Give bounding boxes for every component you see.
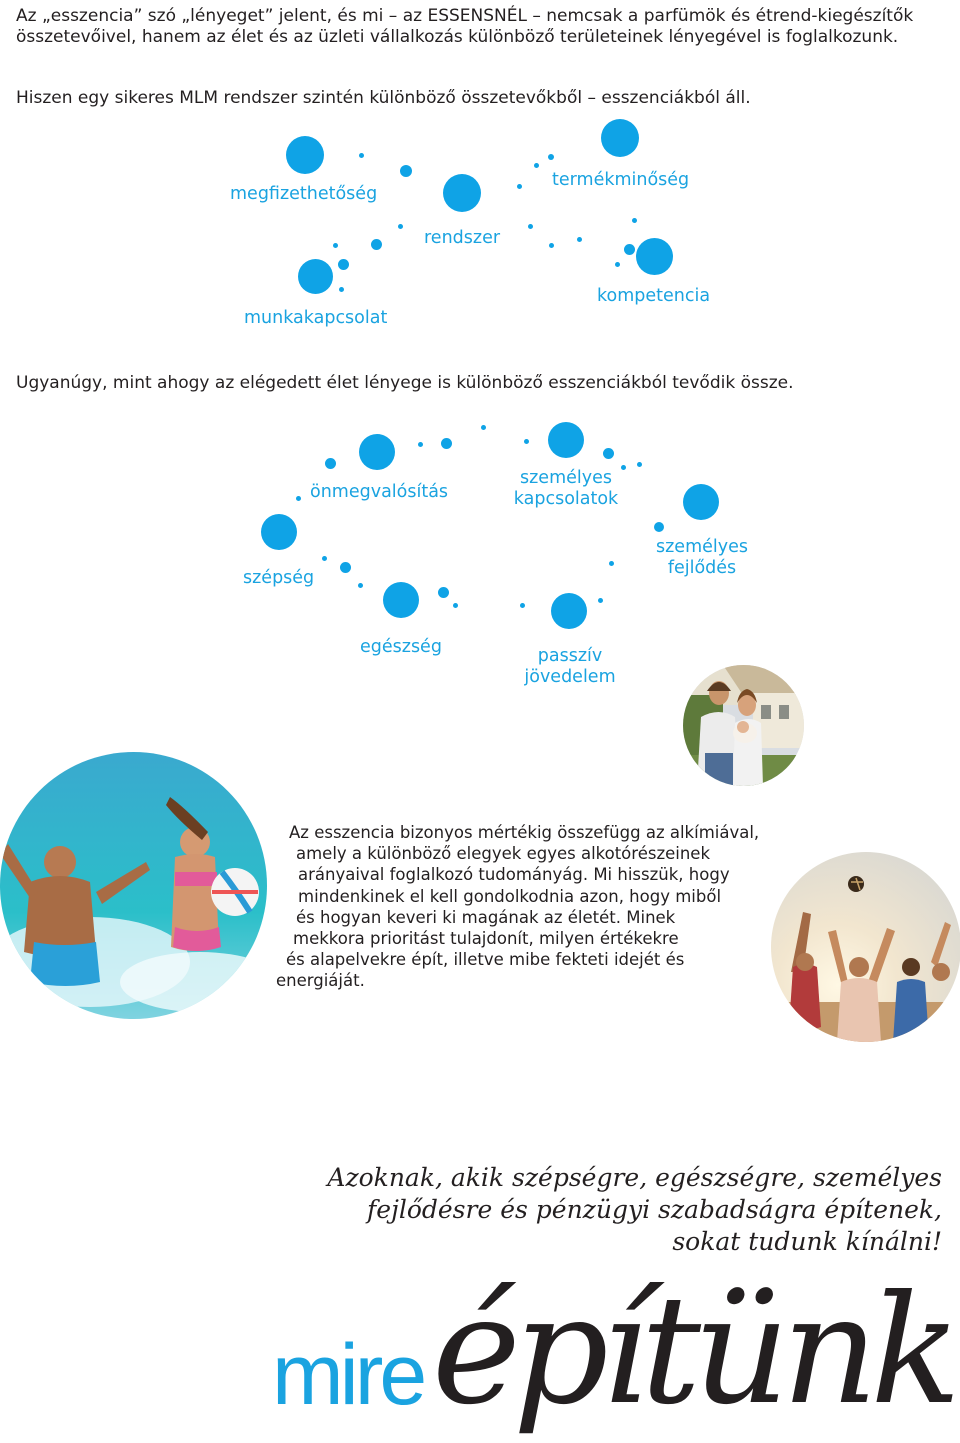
essence-dot [632,218,637,223]
essence-dot [322,556,327,561]
slogan-line-3: sokat tudunk kínálni! [672,1227,942,1256]
intro-line-3: Hiszen egy sikeres MLM rendszer szintén különböző összetevőkből – esszenciákból áll. [16,88,751,108]
volleyball-photo-illustration [771,852,960,1042]
label-beauty: szépség [243,568,315,588]
essence-dot [443,174,481,212]
label-personal-relationships-line-2: kapcsolatok [513,489,619,509]
essence-dot [603,448,614,459]
essence-dot [520,603,525,608]
essence-dot [548,422,584,458]
essence-dot [325,458,336,469]
essence-dot [340,562,351,573]
slogan [327,1162,942,1258]
essence-dot [624,244,635,255]
alchemy-line-6: mekkora prioritást tulajdonít, milyen értékekre [293,929,679,948]
essence-dot [338,259,349,270]
essence-dot [548,154,554,160]
essence-dot [609,561,614,566]
label-passive-income [522,646,618,688]
label-personal-development-line-1: személyes [656,537,748,557]
essence-dot [333,243,338,248]
label-affordability: megfizethetőség [230,184,378,204]
essence-dot [621,465,626,470]
essence-dot [400,165,412,177]
label-self-realization: önmegvalósítás [310,482,449,502]
essence-dot [637,462,642,467]
essence-dot [359,434,395,470]
label-personal-relationships-line-1: személyes [520,468,612,488]
essence-dot [577,237,582,242]
essence-dot [298,259,333,294]
essence-dot [551,593,587,629]
essence-dot [261,514,297,550]
alchemy-line-4: mindenkinek el kell gondolkodnia azon, hogy miből [298,887,722,906]
essence-dot [517,184,522,189]
essence-dot [453,603,458,608]
intro-line-2: összetevőivel, hanem az élet és az üzleti vállalkozás különböző területeinek lényegével is foglalkozunk. [16,27,899,47]
label-competence: kompetencia [597,286,711,306]
volleyball-photo [771,852,960,1042]
alchemy-line-7: és alapelvekre épít, illetve mibe fekteti idejét és [286,950,685,969]
headline-word-mire: mire [272,1327,424,1423]
essence-dot [636,238,673,275]
essence-dot [441,438,452,449]
essence-dot [398,224,403,229]
essence-dot [528,224,533,229]
essence-dot [358,583,363,588]
label-product-quality: termékminőség [552,170,690,190]
essence-dot [534,163,539,168]
essence-dot [438,587,449,598]
essence-dot [296,496,301,501]
alchemy-line-1: Az esszencia bizonyos mértékig összefügg az alkímiával, [289,823,760,842]
essence-dot [286,136,324,174]
middle-sentence: Ugyanúgy, mint ahogy az elégedett élet lényege is különböző esszenciákból tevődik össze. [16,373,794,393]
label-personal-relationships [513,468,619,510]
essence-dot [598,598,603,603]
label-passive-income-line-1: passzív [537,646,603,666]
label-system: rendszer [424,228,501,248]
essence-dot [339,287,344,292]
alchemy-line-5: és hogyan keveri ki magának az életét. Minek [296,908,676,927]
essence-dot [359,153,364,158]
essence-dot [371,239,382,250]
essence-dot [481,425,486,430]
label-personal-development [654,537,750,579]
headline-word-epitunk: építünk [432,1264,954,1438]
essence-dot [683,484,719,520]
essence-dot [601,119,639,157]
label-working-relationship: munkakapcsolat [244,308,388,328]
label-personal-development-line-2: fejlődés [667,558,737,578]
beach-photo-illustration [0,752,267,1019]
slogan-line-1: Azoknak, akik szépségre, egészségre, személyes [327,1163,942,1192]
essence-dot [524,439,529,444]
essence-dot [549,243,554,248]
intro-line-1: Az „esszencia” szó „lényeget” jelent, és mi – az ESSENSNÉL – nemcsak a parfümök és étrend-kiegészítők [16,6,914,26]
beach-photo [0,752,267,1019]
label-passive-income-line-2: jövedelem [524,667,616,687]
alchemy-line-3: arányaival foglalkozó tudományág. Mi hisszük, hogy [298,865,730,884]
essence-dot [383,582,419,618]
family-photo-illustration [683,665,804,786]
alchemy-line-8: energiáját. [276,971,365,990]
essence-dot [615,262,620,267]
essence-dot [418,442,423,447]
alchemy-line-2: amely a különböző elegyek egyes alkotórészeinek [296,844,711,863]
essence-dot [654,522,664,532]
family-photo [683,665,804,786]
slogan-line-2: fejlődésre és pénzügyi szabadságra építenek, [367,1195,942,1224]
label-health: egészség [360,637,442,657]
